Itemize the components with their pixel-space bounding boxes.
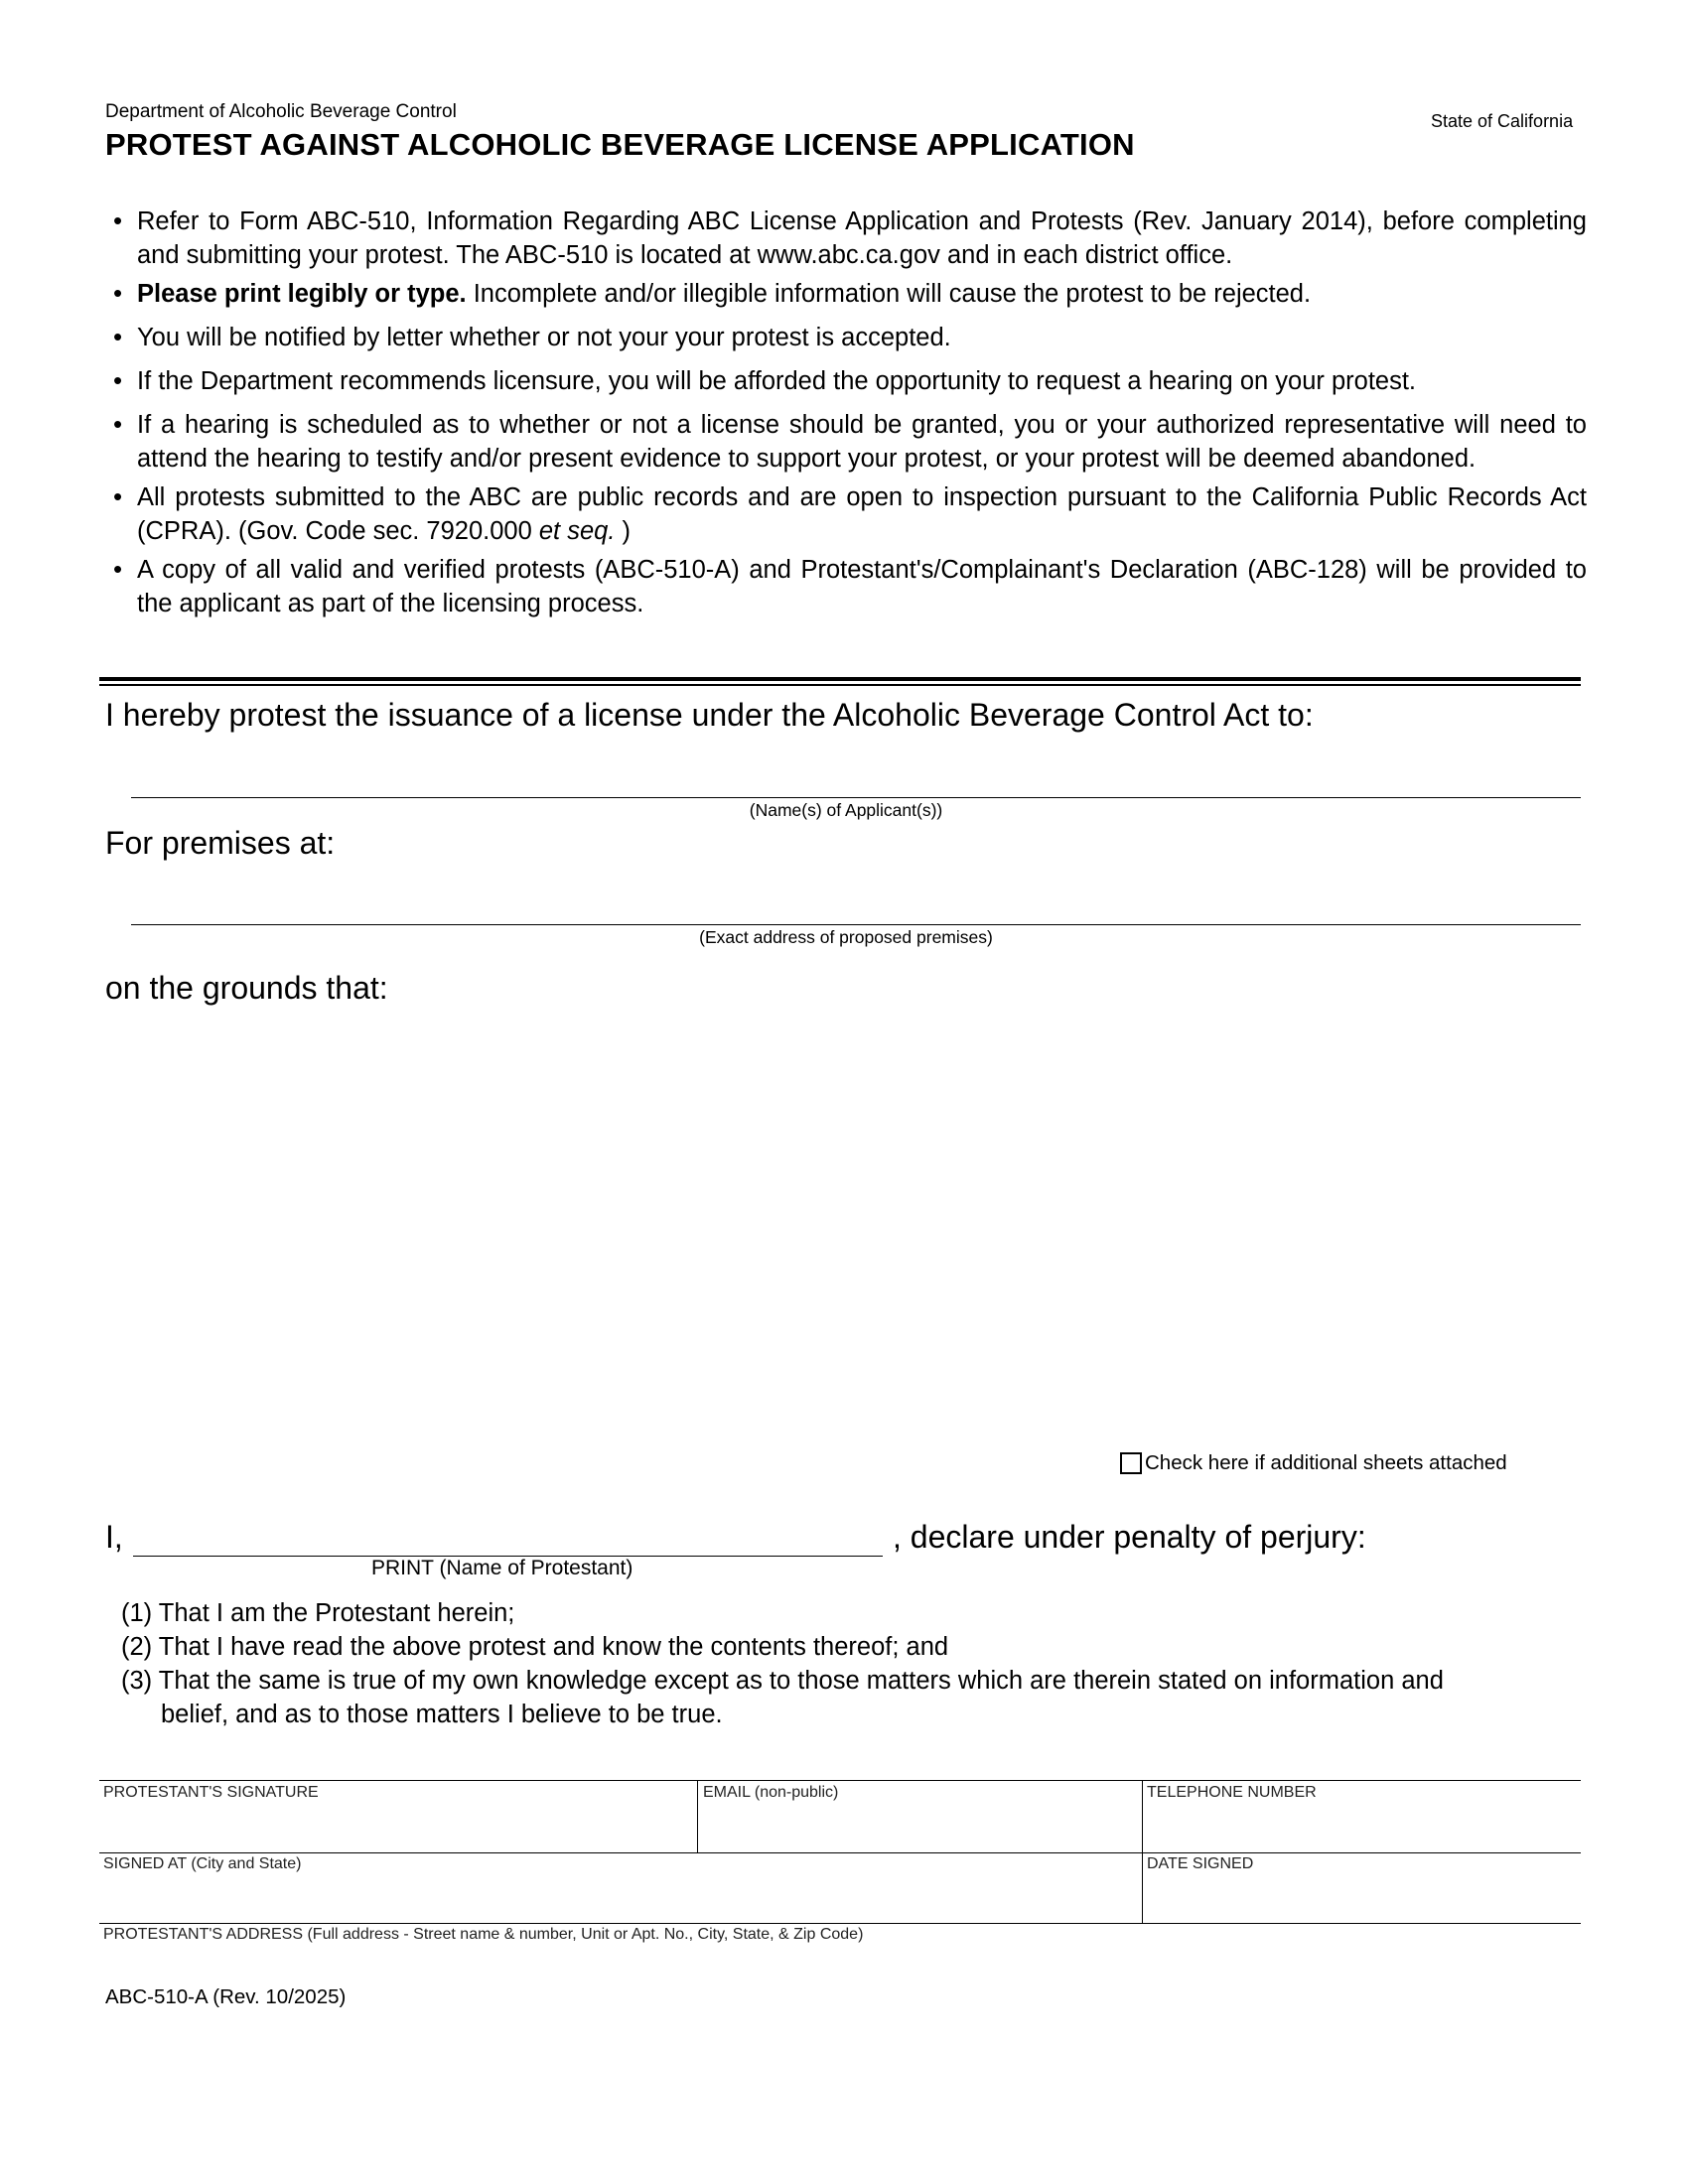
instruction-item bbox=[111, 364, 1587, 398]
instruction-italic-text: et seq. bbox=[538, 517, 616, 545]
declaration-item: (3) That the same is true of my own knowledge except as to those matters which are therein stated on information and belief, and as to those matters I believe to be true. bbox=[121, 1667, 1444, 1728]
instruction-item bbox=[111, 553, 1587, 620]
state-label: State of California bbox=[1431, 111, 1574, 131]
instruction-text: A copy of all valid and verified protests (ABC-510-A) and Protestant's/Complainant's Declaration (ABC-128) will be provided to the applicant as part of the licensing process. bbox=[137, 556, 1587, 617]
telephone-date-divider bbox=[1142, 1780, 1143, 1923]
instruction-text: If the Department recommends licensure, you will be afforded the opportunity to request a hearing on your protest. bbox=[137, 367, 1416, 395]
instruction-item bbox=[111, 205, 1587, 272]
grounds-label: on the grounds that: bbox=[105, 970, 388, 1006]
telephone-field[interactable] bbox=[1146, 1805, 1579, 1848]
signature-block-middle-rule bbox=[99, 1852, 1581, 1853]
signature-block-bottom-rule bbox=[99, 1923, 1581, 1924]
premises-label: For premises at: bbox=[105, 825, 336, 861]
signature-block-top-rule bbox=[99, 1780, 1581, 1781]
telephone-field-label: TELEPHONE NUMBER bbox=[1147, 1784, 1317, 1801]
instructions-list bbox=[111, 205, 1587, 630]
instruction-text: You will be notified by letter whether or not your your protest is accepted. bbox=[137, 324, 951, 351]
print-name-caption: PRINT (Name of Protestant) bbox=[371, 1557, 633, 1579]
declaration-prefix: I, bbox=[105, 1519, 123, 1555]
instruction-text: Incomplete and/or illegible information will cause the protest to be rejected. bbox=[466, 280, 1312, 308]
additional-sheets-option[interactable] bbox=[1120, 1451, 1507, 1475]
email-field-label: EMAIL (non-public) bbox=[703, 1784, 839, 1801]
signed-at-field[interactable] bbox=[101, 1876, 1138, 1920]
department-name: Department of Alcoholic Beverage Control bbox=[105, 101, 457, 122]
additional-sheets-label: Check here if additional sheets attached bbox=[1145, 1451, 1507, 1474]
instruction-bold-text: Please print legibly or type. bbox=[137, 280, 467, 308]
declaration-item: (2) That I have read the above protest and know the contents thereof; and bbox=[121, 1633, 949, 1661]
signed-at-field-label: SIGNED AT (City and State) bbox=[103, 1855, 302, 1872]
applicant-caption: (Name(s) of Applicant(s)) bbox=[749, 800, 943, 820]
instruction-item bbox=[111, 480, 1587, 548]
declaration-items bbox=[121, 1596, 1511, 1731]
applicant-name-line[interactable] bbox=[131, 797, 1581, 798]
section-divider-thin bbox=[99, 684, 1581, 686]
email-field[interactable] bbox=[701, 1805, 1138, 1848]
address-field-label: PROTESTANT'S ADDRESS (Full address - Street name & number, Unit or Apt. No., City, State, & Zip Code) bbox=[103, 1926, 864, 1943]
instruction-item bbox=[111, 408, 1587, 476]
address-field[interactable] bbox=[101, 1946, 1579, 1972]
signature-email-divider bbox=[697, 1780, 698, 1852]
instruction-item bbox=[111, 277, 1587, 311]
instruction-text: If a hearing is scheduled as to whether or not a license should be granted, you or your authorized representative will need to attend the hearing to testify and/or present evidence to support your protest, or your protest will be deemed abandoned. bbox=[137, 411, 1587, 473]
instruction-text: All protests submitted to the ABC are public records and are open to inspection pursuant to the California Public Records Act (CPRA). (Gov. Code sec. 7920.000 bbox=[137, 483, 1587, 545]
declaration-item: (1) That I am the Protestant herein; bbox=[121, 1599, 515, 1627]
section-divider-thick bbox=[99, 677, 1581, 681]
instruction-text: ) bbox=[615, 517, 632, 545]
date-signed-field-label: DATE SIGNED bbox=[1147, 1855, 1254, 1872]
instruction-item bbox=[111, 321, 1587, 354]
additional-sheets-checkbox[interactable] bbox=[1120, 1452, 1142, 1474]
address-caption: (Exact address of proposed premises) bbox=[699, 927, 993, 947]
grounds-text-area[interactable] bbox=[105, 1018, 1581, 1434]
signature-field-label: PROTESTANT'S SIGNATURE bbox=[103, 1784, 319, 1801]
declaration-suffix: , declare under penalty of perjury: bbox=[893, 1519, 1366, 1555]
instruction-text: Refer to Form ABC-510, Information Regarding ABC License Application and Protests (Rev. January 2014), before completing and submitting your protest. The ABC-510 is located at www.abc.ca.gov and in each district office. bbox=[137, 207, 1587, 269]
form-number: ABC-510-A (Rev. 10/2025) bbox=[105, 1985, 347, 2008]
signature-field[interactable] bbox=[101, 1805, 693, 1848]
form-title: PROTEST AGAINST ALCOHOLIC BEVERAGE LICENSE APPLICATION bbox=[105, 127, 1135, 162]
protest-intro: I hereby protest the issuance of a license under the Alcoholic Beverage Control Act to: bbox=[105, 697, 1314, 733]
date-signed-field[interactable] bbox=[1146, 1876, 1579, 1920]
premises-address-line[interactable] bbox=[131, 924, 1581, 925]
